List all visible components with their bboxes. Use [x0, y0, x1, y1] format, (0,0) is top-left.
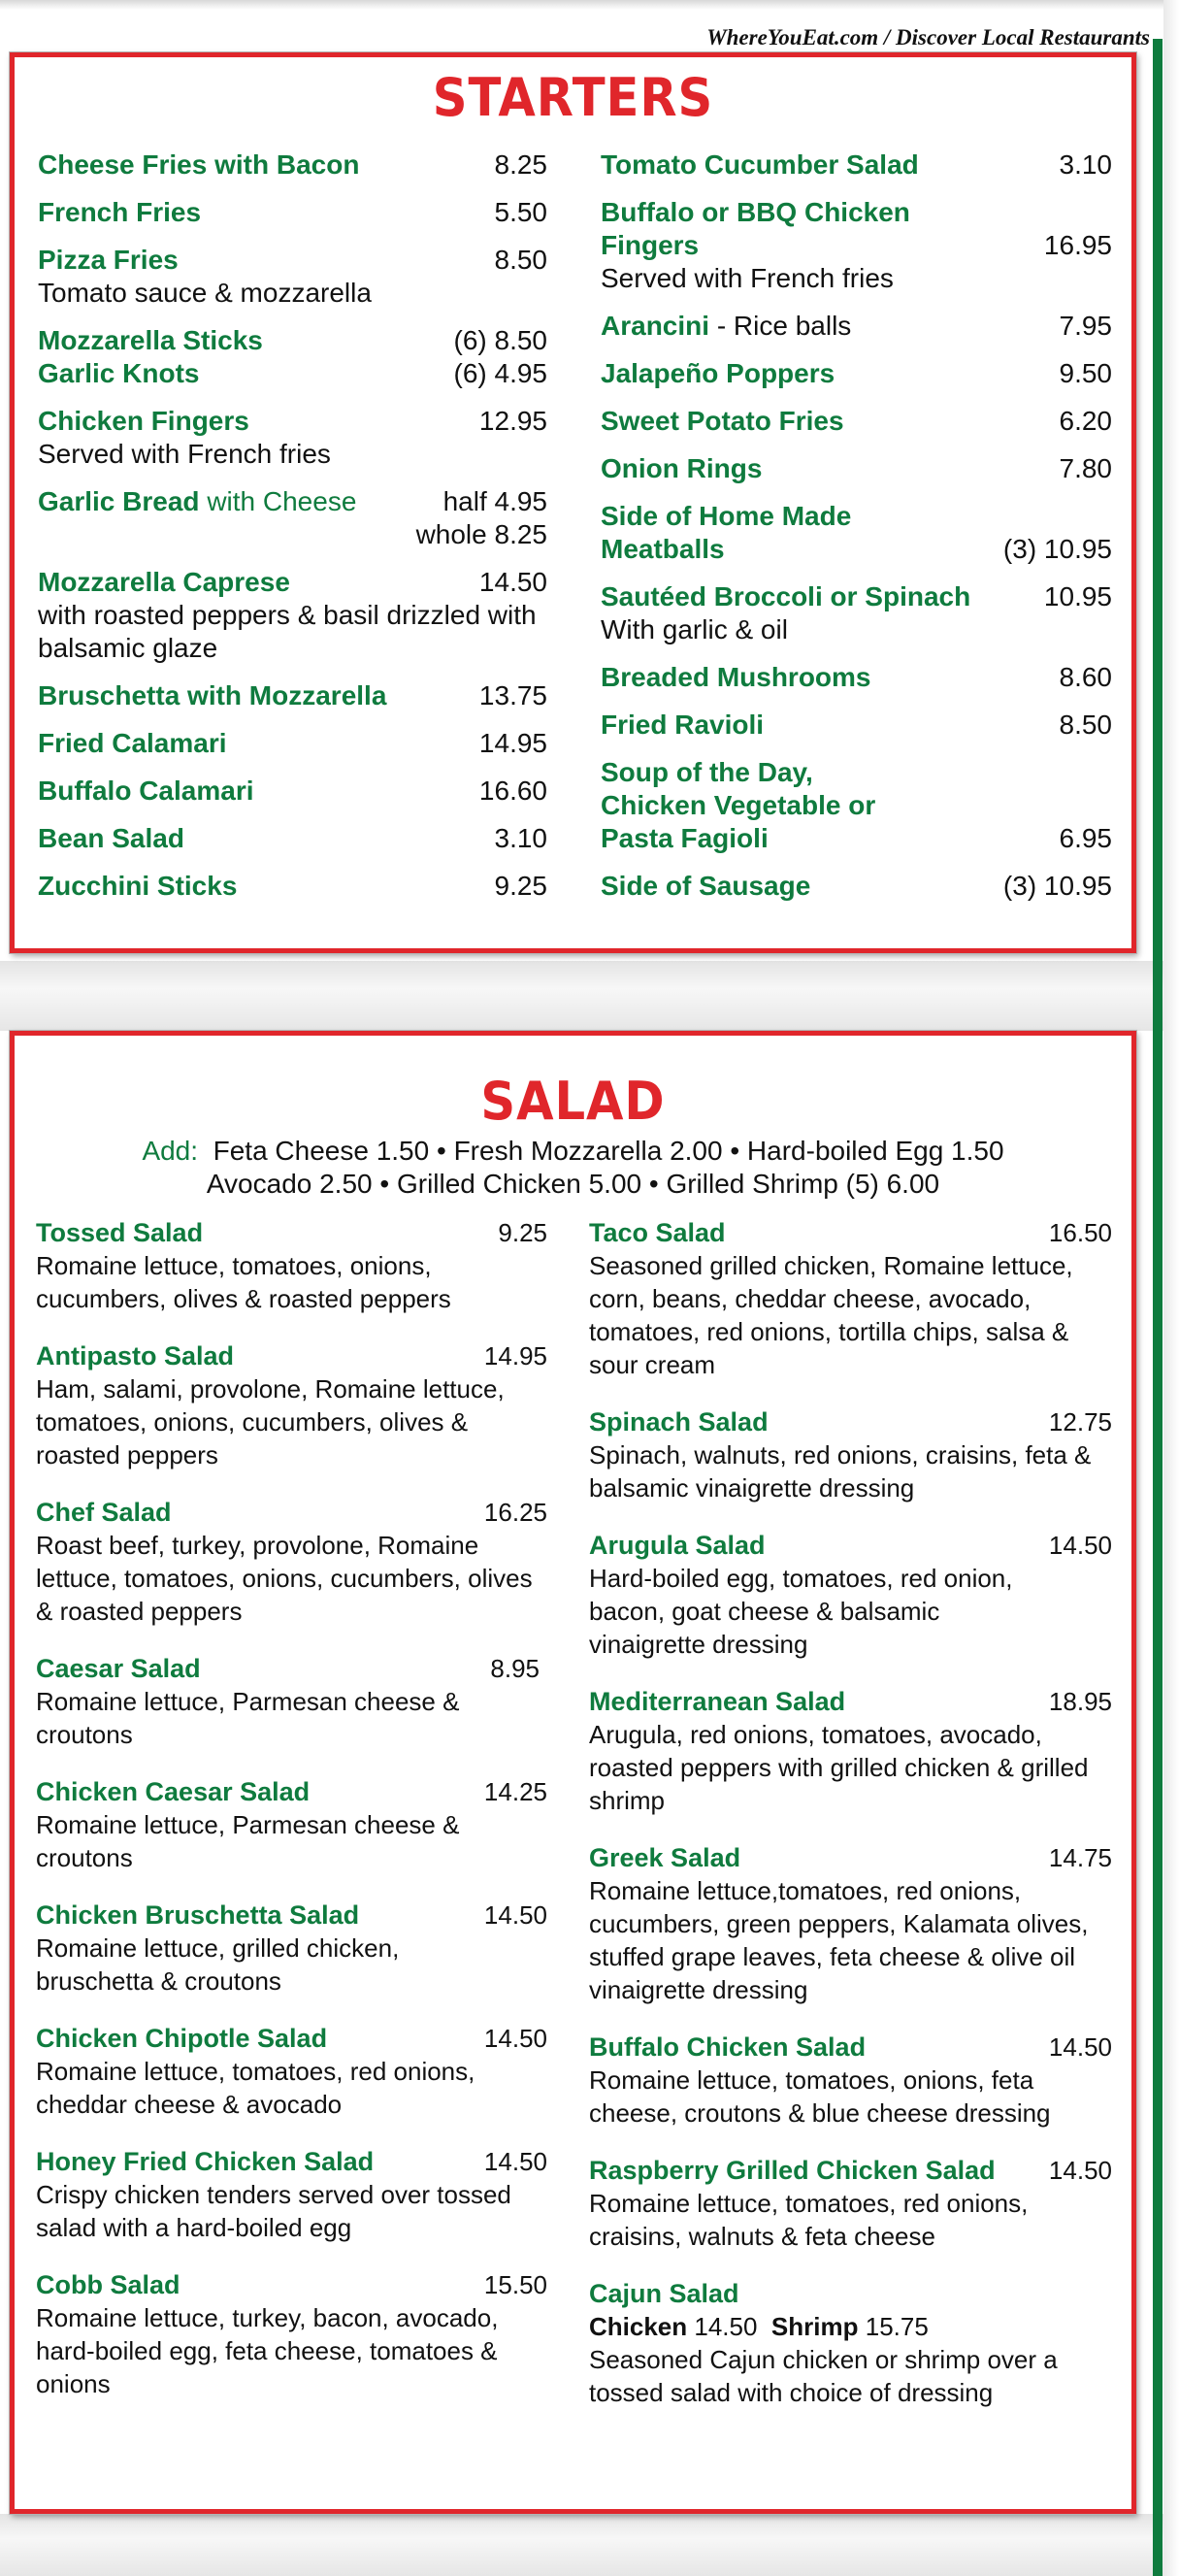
salad-title: SALAD	[480, 1071, 666, 1132]
menu-item	[601, 452, 1112, 485]
item-price: (3) 10.95	[1002, 871, 1112, 901]
menu-item	[589, 2154, 1112, 2253]
menu-item	[38, 870, 547, 903]
cajun-chicken-label: Chicken	[589, 2312, 688, 2341]
item-name: Taco Salad	[589, 1218, 726, 1247]
item-description: Ham, salami, provolone, Romaine lettuce, tomatoes, onions, cucumbers, olives & roasted peppers	[36, 1374, 505, 1470]
item-price: 14.75	[1048, 1843, 1112, 1872]
item-description: Roast beef, turkey, provolone, Romaine lettuce, tomatoes, onions, cucumbers, olives & roasted peppers	[36, 1531, 533, 1626]
item-name: Jalapeño Poppers	[601, 358, 835, 388]
menu-item	[38, 775, 547, 808]
starters-left-column	[38, 149, 547, 917]
menu-item	[38, 727, 547, 760]
bottom-band	[0, 2514, 1179, 2576]
item-name	[601, 310, 851, 343]
menu-item	[38, 149, 547, 182]
salad-addons-line-2: Avocado 2.50 • Grilled Chicken 5.00 • Grilled Shrimp (5) 6.00	[206, 1169, 940, 1199]
item-name: Side of Home Made Meatballs	[601, 501, 852, 564]
menu-item	[36, 1899, 547, 1998]
item-name: Buffalo Chicken Salad	[589, 2032, 867, 2062]
item-price: 14.50	[1048, 1531, 1112, 1560]
item-name-main: Garlic Bread	[38, 486, 200, 516]
site-header[interactable]: WhereYouEat.com / Discover Local Restaurants	[706, 25, 1150, 50]
item-price: 12.95	[478, 406, 547, 436]
item-name: Tossed Salad	[36, 1218, 204, 1247]
menu-item	[38, 357, 547, 390]
menu-item	[38, 324, 547, 357]
item-price: (3) 10.95	[1002, 534, 1112, 564]
top-edge	[0, 0, 1179, 10]
item-name: Chef Salad	[36, 1498, 172, 1527]
item-price: 8.95	[490, 1654, 540, 1683]
item-description: Romaine lettuce, Parmesan cheese & croutons	[36, 1810, 460, 1872]
menu-item	[601, 870, 1112, 903]
item-price: 5.50	[494, 197, 547, 227]
item-price: 14.50	[478, 567, 547, 597]
item-name: Buffalo or BBQ Chicken Fingers	[601, 197, 910, 260]
item-name: Soup of the Day, Chicken Vegetable or Pasta Fagioli	[601, 757, 876, 853]
item-price: 7.95	[1059, 311, 1112, 341]
salad-right-column	[589, 1216, 1112, 2433]
menu-item	[36, 2145, 547, 2244]
item-name	[38, 485, 356, 518]
item-name: Buffalo Calamari	[38, 776, 254, 806]
item-name: Mediterranean Salad	[589, 1687, 846, 1716]
item-price: 6.95	[1059, 823, 1112, 853]
item-name: Chicken Fingers	[38, 406, 249, 436]
item-name-main: Arancini	[601, 311, 710, 341]
page-edge-shadow	[1163, 0, 1179, 2576]
menu-item	[601, 310, 1112, 343]
item-price: 9.50	[1059, 358, 1112, 388]
menu-item	[601, 661, 1112, 694]
salad-addons-line-1	[15, 1135, 1131, 1168]
addons-list-1: Feta Cheese 1.50 • Fresh Mozzarella 2.00 • Hard-boiled Egg 1.50	[213, 1136, 1004, 1166]
item-description: Romaine lettuce, grilled chicken, bruschetta & croutons	[36, 1933, 400, 1996]
green-stripe	[1153, 39, 1163, 2576]
item-description: Seasoned grilled chicken, Romaine lettuce, corn, beans, cheddar cheese, avocado, tomatoes, red onions, tortilla chips, salsa & sour cream	[589, 1251, 1073, 1379]
menu-item	[589, 1685, 1112, 1817]
item-name: Greek Salad	[589, 1843, 741, 1872]
cajun-shrimp-price: 15.75	[865, 2312, 929, 2341]
menu-item	[38, 566, 547, 665]
item-price: 9.25	[494, 871, 547, 901]
menu-item	[36, 1775, 547, 1874]
item-price: 9.25	[498, 1218, 547, 1247]
item-price: 14.95	[478, 728, 547, 758]
cajun-shrimp-label: Shrimp	[770, 2312, 859, 2341]
menu-item	[36, 1339, 547, 1471]
item-price: 8.50	[494, 245, 547, 275]
item-price: 8.25	[494, 149, 547, 180]
menu-item	[36, 1216, 547, 1315]
item-name: Mozzarella Caprese	[38, 567, 290, 597]
item-description: Served with French fries	[38, 439, 331, 469]
item-price: 12.75	[1048, 1407, 1112, 1437]
item-description: Spinach, walnuts, red onions, craisins, feta & balsamic vinaigrette dressing	[589, 1440, 1092, 1503]
item-description: Romaine lettuce, turkey, bacon, avocado, hard-boiled egg, feta cheese, tomatoes & onions	[36, 2303, 499, 2398]
menu-item	[601, 580, 1112, 646]
item-price: 14.50	[1048, 2156, 1112, 2185]
item-name: Chicken Bruschetta Salad	[36, 1900, 360, 1930]
menu-item	[601, 756, 1112, 855]
item-name: Sweet Potato Fries	[601, 406, 844, 436]
salad-panel	[10, 1031, 1136, 2514]
menu-item	[38, 822, 547, 855]
item-description: Romaine lettuce,tomatoes, red onions, cucumbers, green peppers, Kalamata olives, stuffed grape leaves, feta cheese & olive oil vinaigrette dressing	[589, 1876, 1089, 2004]
item-description: Romaine lettuce, Parmesan cheese & croutons	[36, 1687, 460, 1749]
menu-item	[36, 1496, 547, 1628]
menu-item	[601, 357, 1112, 390]
item-price: 16.60	[478, 776, 547, 806]
item-description: Hard-boiled egg, tomatoes, red onion, bacon, goat cheese & balsamic vinaigrette dressing	[589, 1564, 1013, 1659]
item-name: Breaded Mushrooms	[601, 662, 871, 692]
item-name: Cheese Fries with Bacon	[38, 149, 360, 180]
item-price: 6.20	[1059, 406, 1112, 436]
cajun-chicken-price: 14.50	[694, 2312, 758, 2341]
menu-item	[589, 1216, 1112, 1381]
item-description: Arugula, red onions, tomatoes, avocado, roasted peppers with grilled chicken & grilled shrimp	[589, 1720, 1089, 1815]
item-name: Raspberry Grilled Chicken Salad	[589, 2156, 996, 2185]
item-name-suffix: - Rice balls	[716, 311, 852, 341]
item-price: 18.95	[1048, 1687, 1112, 1716]
item-name: Onion Rings	[601, 453, 763, 483]
item-description: Tomato sauce & mozzarella	[38, 278, 372, 308]
menu-item	[589, 1529, 1112, 1661]
item-name: Chicken Caesar Salad	[36, 1777, 311, 1806]
menu-item	[589, 2031, 1112, 2130]
item-price: 8.60	[1059, 662, 1112, 692]
starters-panel	[10, 52, 1136, 953]
addons-label: Add:	[142, 1136, 199, 1166]
item-name: Cobb Salad	[36, 2270, 180, 2299]
item-name: Cajun Salad	[589, 2279, 739, 2308]
item-name: Antipasto Salad	[36, 1341, 235, 1371]
item-description: Crispy chicken tenders served over tossed salad with a hard-boiled egg	[36, 2180, 511, 2242]
salad-left-column	[36, 1216, 547, 2425]
item-name: Sautéed Broccoli or Spinach	[601, 581, 971, 611]
item-name: Fried Calamari	[38, 728, 227, 758]
item-name: Pizza Fries	[38, 245, 179, 275]
starters-right-column	[601, 149, 1112, 917]
item-price: 16.95	[1043, 230, 1112, 260]
item-description: Seasoned Cajun chicken or shrimp over a tossed salad with choice of dressing	[589, 2345, 1058, 2407]
item-price: 14.95	[483, 1341, 547, 1371]
item-price-secondary: whole 8.25	[415, 519, 547, 549]
item-price: (6) 8.50	[453, 325, 547, 355]
item-price: 16.50	[1048, 1218, 1112, 1247]
item-price: half 4.95	[442, 486, 547, 516]
item-name: Zucchini Sticks	[38, 871, 238, 901]
item-name: Mozzarella Sticks	[38, 325, 263, 355]
cajun-prices	[589, 2310, 1112, 2343]
item-name: Bruschetta with Mozzarella	[38, 680, 387, 710]
item-name: Garlic Knots	[38, 358, 200, 388]
item-name-suffix: with Cheese	[207, 486, 357, 516]
item-description: With garlic & oil	[601, 614, 788, 644]
menu-item	[36, 2268, 547, 2400]
item-name: Bean Salad	[38, 823, 184, 853]
menu-item	[38, 244, 547, 310]
item-description: Romaine lettuce, tomatoes, red onions, cheddar cheese & avocado	[36, 2057, 475, 2119]
menu-item	[36, 1652, 547, 1751]
starters-title: STARTERS	[432, 67, 714, 128]
item-price: 7.80	[1059, 453, 1112, 483]
menu-item	[601, 500, 1112, 566]
item-description: Romaine lettuce, tomatoes, onions, cucumbers, olives & roasted peppers	[36, 1251, 451, 1313]
item-price: 14.25	[483, 1777, 547, 1806]
item-description: with roasted peppers & basil drizzled with balsamic glaze	[38, 600, 537, 663]
item-price: 14.50	[483, 2024, 547, 2053]
item-price: 13.75	[478, 680, 547, 710]
menu-item	[38, 485, 547, 551]
item-price: 10.95	[1043, 581, 1112, 611]
menu-item	[38, 679, 547, 712]
item-price: 15.50	[483, 2270, 547, 2299]
menu-item	[38, 196, 547, 229]
item-description: Romaine lettuce, tomatoes, onions, feta cheese, croutons & blue cheese dressing	[589, 2065, 1051, 2128]
menu-item	[36, 2022, 547, 2121]
item-name: Side of Sausage	[601, 871, 811, 901]
menu-item	[589, 2277, 1112, 2409]
menu-item	[601, 709, 1112, 742]
item-name: Fried Ravioli	[601, 710, 765, 740]
item-price: 14.50	[483, 2147, 547, 2176]
menu-item	[601, 405, 1112, 438]
item-name: Chicken Chipotle Salad	[36, 2024, 328, 2053]
item-price: 3.10	[494, 823, 547, 853]
item-description: Served with French fries	[601, 263, 894, 293]
item-name: Honey Fried Chicken Salad	[36, 2147, 375, 2176]
menu-item	[601, 149, 1112, 182]
item-price: 14.50	[483, 1900, 547, 1930]
item-name: French Fries	[38, 197, 202, 227]
menu-item	[589, 1405, 1112, 1504]
item-name: Tomato Cucumber Salad	[601, 149, 919, 180]
item-name: Arugula Salad	[589, 1531, 766, 1560]
item-price: 8.50	[1059, 710, 1112, 740]
item-price: 14.50	[1048, 2032, 1112, 2062]
menu-item	[38, 405, 547, 471]
item-price: 16.25	[483, 1498, 547, 1527]
item-price: (6) 4.95	[453, 358, 547, 388]
item-price: 3.10	[1059, 149, 1112, 180]
separator-band	[0, 961, 1179, 1031]
menu-item	[601, 196, 1112, 295]
item-name: Spinach Salad	[589, 1407, 769, 1437]
item-name: Caesar Salad	[36, 1654, 201, 1683]
menu-item	[589, 1841, 1112, 2006]
item-description: Romaine lettuce, tomatoes, red onions, craisins, walnuts & feta cheese	[589, 2189, 1029, 2251]
